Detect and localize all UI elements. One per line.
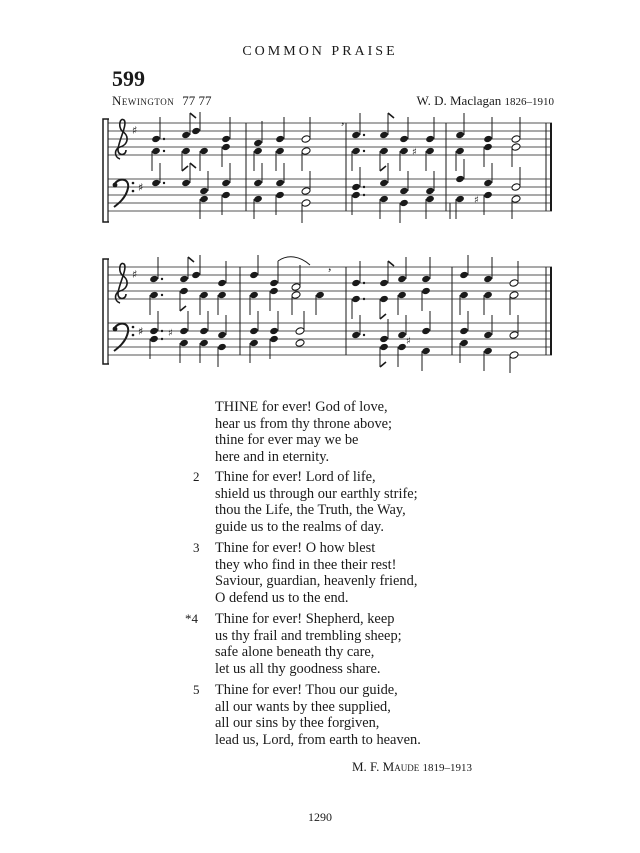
composer-name: W. D. Maclagan	[416, 93, 502, 108]
verse-4	[185, 611, 402, 677]
verse-line: us thy frail and trembling sheep;	[215, 627, 402, 644]
verse-line: thine for ever may we be	[215, 432, 359, 448]
verse-line: guide us to the realms of day.	[215, 518, 384, 535]
verse-line: lead us, Lord, from earth to heaven.	[215, 731, 421, 748]
verse-1	[215, 399, 392, 465]
verse-number: *4	[185, 611, 198, 626]
author-name: M. F. Maude	[351, 759, 420, 774]
verse-line: let us all thy goodness share.	[215, 660, 381, 677]
author-credit	[352, 759, 472, 775]
running-head: COMMON PRAISE	[242, 44, 398, 59]
verse-3	[193, 540, 418, 606]
hymn-number: 599	[112, 66, 145, 91]
verse-line: Thine for ever! O how blest	[215, 540, 376, 556]
svg-text:♯: ♯	[132, 268, 138, 281]
composer-dates: 1826–1910	[504, 96, 554, 108]
svg-text:♯: ♯	[132, 124, 138, 137]
verse-line: hear us from thy throne above;	[215, 415, 393, 432]
svg-text:,: ,	[328, 259, 332, 274]
verse-line: Thine for ever! Lord of life,	[215, 469, 376, 485]
verse-line: Saviour, guardian, heavenly friend,	[215, 573, 418, 589]
author-dates: 1819–1913	[422, 762, 472, 774]
svg-text:♯: ♯	[138, 181, 144, 194]
verse-number: 2	[193, 469, 200, 484]
svg-text:♯: ♯	[168, 328, 173, 339]
verse-line: all our sins by thee forgiven,	[215, 715, 380, 731]
composer-credit	[417, 93, 554, 109]
verse-5	[193, 682, 421, 748]
verse-number: 3	[193, 540, 200, 555]
verse-number: 5	[193, 682, 200, 697]
verse-2	[193, 469, 418, 535]
svg-text:♯: ♯	[406, 336, 411, 347]
verse-line: thou the Life, the Truth, the Way,	[215, 502, 406, 518]
verse-line: THINE for ever! God of love,	[215, 399, 388, 415]
svg-text:♯: ♯	[412, 147, 417, 158]
svg-text:♯: ♯	[138, 325, 144, 338]
verse-line: Thine for ever! Shepherd, keep	[215, 611, 395, 627]
music-system-1	[100, 112, 560, 230]
verse-line: Thine for ever! Thou our guide,	[215, 682, 398, 698]
tune-meter: 77 77	[182, 93, 212, 108]
tune-line	[112, 93, 211, 109]
verse-line: shield us through our earthly strife;	[215, 485, 418, 502]
verse-line: here and in eternity.	[215, 448, 330, 465]
tune-name: Newington	[112, 93, 175, 108]
svg-text:♯: ♯	[474, 195, 479, 206]
svg-text:,: ,	[341, 113, 345, 128]
page-number: 1290	[308, 810, 332, 824]
verse-line: O defend us to the end.	[215, 589, 349, 606]
music-system-2	[100, 252, 560, 376]
verse-line: all our wants by thee supplied,	[215, 698, 391, 715]
verse-line: they who find in thee their rest!	[215, 556, 397, 573]
verse-line: safe alone beneath thy care,	[215, 644, 375, 660]
